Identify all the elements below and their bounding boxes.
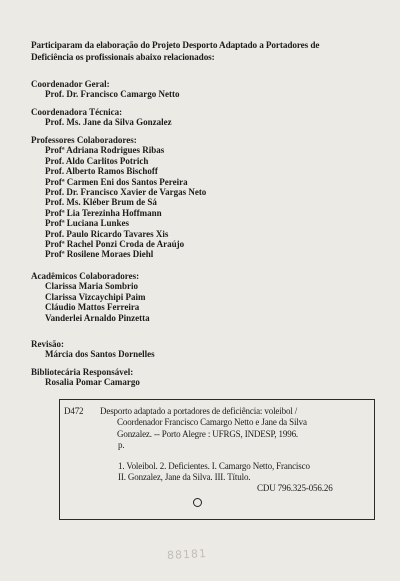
academicos-section	[31, 271, 150, 323]
catalog-line: Coordenador Francisco Camargo Netto e Jane da Silva	[117, 417, 307, 428]
catalog-line: Gonzalez. -- Porto Alegre : UFRGS, INDESP, 1996.	[117, 428, 299, 439]
person-name: Vanderlei Arnaldo Pinzetta	[45, 312, 150, 323]
subject-line: 1. Voleibol. 2. Deficientes. I. Camargo Netto, Francisco	[118, 460, 310, 471]
faint-stamp: 88181	[166, 546, 208, 563]
catalog-line: p.	[118, 440, 125, 451]
professores-section	[31, 135, 206, 260]
section-heading: Coordenadora Técnica:	[31, 107, 123, 117]
person-name: Prof. Alberto Ramos Bischoff	[45, 166, 158, 177]
person-name: Prof. Ms. Kléber Brum de Sá	[45, 197, 157, 208]
person-name: Profª Rachel Ponzi Croda de Araújo	[45, 239, 185, 250]
cdu-number: CDU 796.325-056.26	[257, 483, 333, 494]
coordenadora-tecnica-section	[31, 107, 172, 128]
person-name: Clarissa Maria Sombrio	[45, 281, 138, 292]
person-name: Prof. Dr. Francisco Camargo Netto	[45, 89, 180, 100]
circle-mark-icon	[193, 498, 202, 507]
person-name: Rosalia Pomar Camargo	[45, 377, 140, 388]
person-name: Profª Rosilene Moraes Diehl	[45, 249, 154, 260]
person-name: Profª Carmen Eni dos Santos Pereira	[45, 176, 188, 187]
subject-line: II. Gonzalez, Jane da Silva. III. Título.	[118, 472, 251, 483]
section-heading: Bibliotecária Responsável:	[31, 367, 134, 377]
person-name: Prof. Ms. Jane da Silva Gonzalez	[45, 117, 172, 128]
revisao-section	[31, 339, 155, 360]
person-name: Cláudio Mattos Ferreira	[45, 302, 140, 313]
spacer	[100, 452, 366, 461]
bibliotecaria-section	[31, 367, 140, 388]
person-name: Profª Adriana Rodrigues Ribas	[45, 145, 165, 156]
section-heading: Acadêmicos Colaboradores:	[31, 271, 140, 281]
catalog-line: Desporto adaptado a portadores de deficiência: voleibol /	[100, 406, 298, 416]
person-name: Prof. Dr. Francisco Xavier de Vargas Neto	[45, 187, 207, 198]
section-heading: Revisão:	[31, 339, 64, 349]
coordenador-geral-section	[31, 79, 179, 100]
section-heading: Professores Colaboradores:	[31, 135, 137, 145]
call-number: D472	[64, 406, 84, 416]
person-name: Profª Lia Terezinha Hoffmann	[45, 207, 162, 218]
catalog-card	[59, 399, 375, 520]
intro-paragraph: Participaram da elaboração do Projeto Desporto Adaptado a Portadores de Deficiência os profissionais abaixo relacionados:	[31, 40, 320, 62]
person-name: Prof. Paulo Ricardo Tavares Xis	[45, 228, 169, 239]
catalog-entry	[100, 406, 366, 495]
person-name: Márcia dos Santos Dornelles	[45, 349, 155, 360]
section-heading: Coordenador Geral:	[31, 79, 110, 89]
person-name: Profª Luciana Lunkes	[45, 218, 130, 229]
person-name: Clarissa Vizcaychipi Paim	[45, 291, 146, 302]
person-name: Prof. Aldo Carlitos Potrich	[45, 155, 149, 166]
